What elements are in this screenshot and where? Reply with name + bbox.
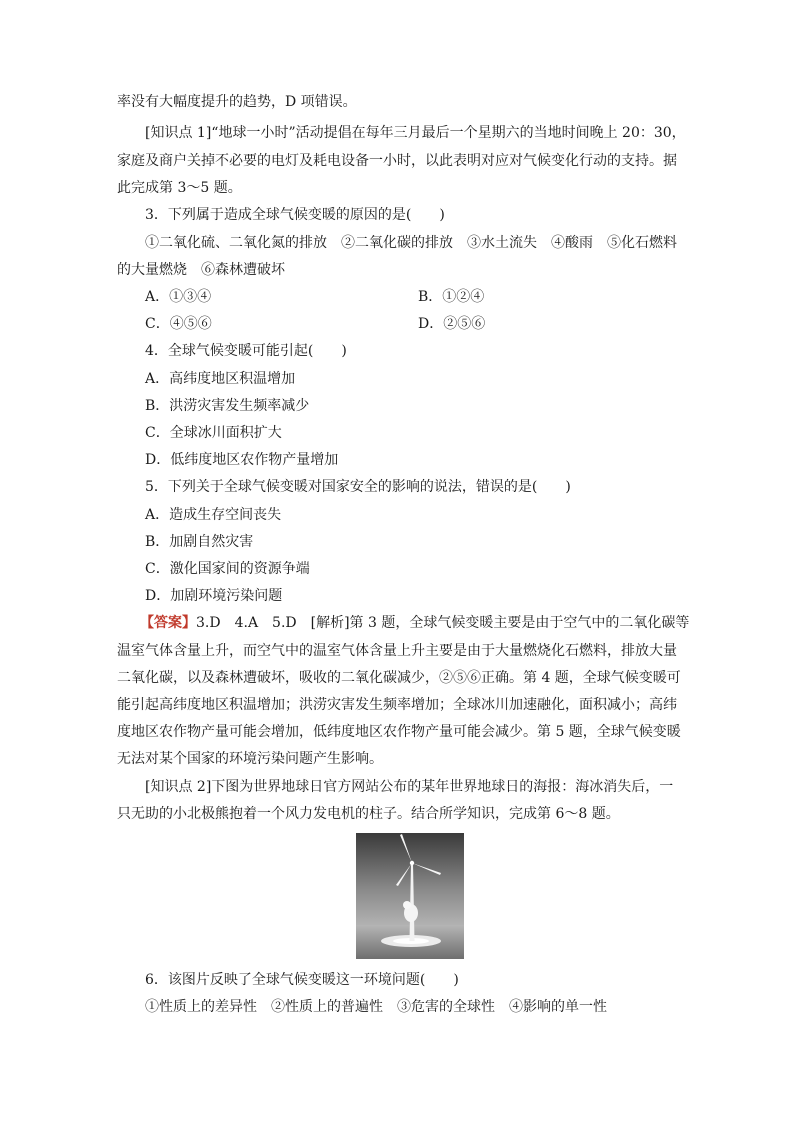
- option-c: C．激化国家间的资源争端: [145, 561, 310, 577]
- knowledge-point-1: [知识点 1]“地球一小时”活动提倡在每年三月最后一个星期六的当地时间晚上 20：30，: [145, 125, 686, 141]
- question-6: 6．该图片反映了全球气候变暖这一环境问题( ): [145, 972, 459, 988]
- question-3-statements-cont: 的大量燃烧 ⑥森林遭破坏: [117, 262, 285, 278]
- text-line: 率没有大幅度提升的趋势，D 项错误。: [117, 94, 357, 110]
- analysis-line: 二氧化碳，以及森林遭破坏，吸收的二氧化碳减少，②⑤⑥正确。第 4 题，全球气候变暖可: [117, 670, 681, 686]
- option-b: B．①②④: [418, 289, 485, 305]
- question-6-statements: ①性质上的差异性 ②性质上的普遍性 ③危害的全球性 ④影响的单一性: [145, 999, 607, 1015]
- option-a: A．高纬度地区积温增加: [145, 371, 296, 387]
- text-line: 只无助的小北极熊抱着一个风力发电机的柱子。结合所学知识，完成第 6～8 题。: [117, 806, 620, 822]
- wind-turbine-polar-bear-illustration: [356, 833, 464, 959]
- answer-line-1: [140, 613, 689, 633]
- option-b: B．洪涝灾害发生频率减少: [145, 398, 310, 414]
- analysis-line: 能引起高纬度地区积温增加；洪涝灾害发生频率增加；全球冰川加速融化，面积减小；高纬: [117, 697, 677, 713]
- option-b: B．加剧自然灾害: [145, 534, 254, 550]
- option-c: C．④⑤⑥: [145, 316, 212, 332]
- question-4: 4．全球气候变暖可能引起( ): [145, 343, 347, 359]
- earth-day-poster-image: [356, 833, 464, 959]
- option-a: A．①③④: [145, 289, 212, 305]
- knowledge-point-2: [知识点 2]下图为世界地球日官方网站公布的某年世界地球日的海报：海冰消失后，一: [145, 779, 674, 795]
- text-line: 家庭及商户关掉不必要的电灯及耗电设备一小时，以此表明对应对气候变化行动的支持。据: [117, 153, 677, 169]
- question-5: 5．下列关于全球气候变暖对国家安全的影响的说法，错误的是( ): [145, 479, 571, 495]
- option-d: D．加剧环境污染问题: [145, 588, 283, 604]
- analysis-line: 无法对某个国家的环境污染问题产生影响。: [117, 751, 383, 767]
- analysis-line: 度地区农作物产量可能会增加，低纬度地区农作物产量可能会减少。第 5 题，全球气候变暖: [117, 724, 681, 740]
- question-3-statements: ①二氧化硫、二氧化氮的排放 ②二氧化碳的排放 ③水土流失 ④酸雨 ⑤化石燃料: [145, 235, 677, 251]
- answer-label: 【答案】: [140, 615, 196, 631]
- question-3: 3．下列属于造成全球气候变暖的原因的是( ): [145, 207, 445, 223]
- analysis-line: 温室气体含量上升，而空气中的温室气体含量上升主要是由于大量燃烧化石燃料，排放大量: [117, 643, 677, 659]
- option-d: D．②⑤⑥: [418, 316, 486, 332]
- option-a: A．造成生存空间丧失: [145, 507, 282, 523]
- answer-text: 3.D 4.A 5.D [解析]第 3 题，全球气候变暖主要是由于空气中的二氧化碳等: [196, 615, 690, 631]
- option-d: D．低纬度地区农作物产量增加: [145, 452, 339, 468]
- option-c: C．全球冰川面积扩大: [145, 425, 282, 441]
- text-line: 此完成第 3～5 题。: [117, 180, 242, 196]
